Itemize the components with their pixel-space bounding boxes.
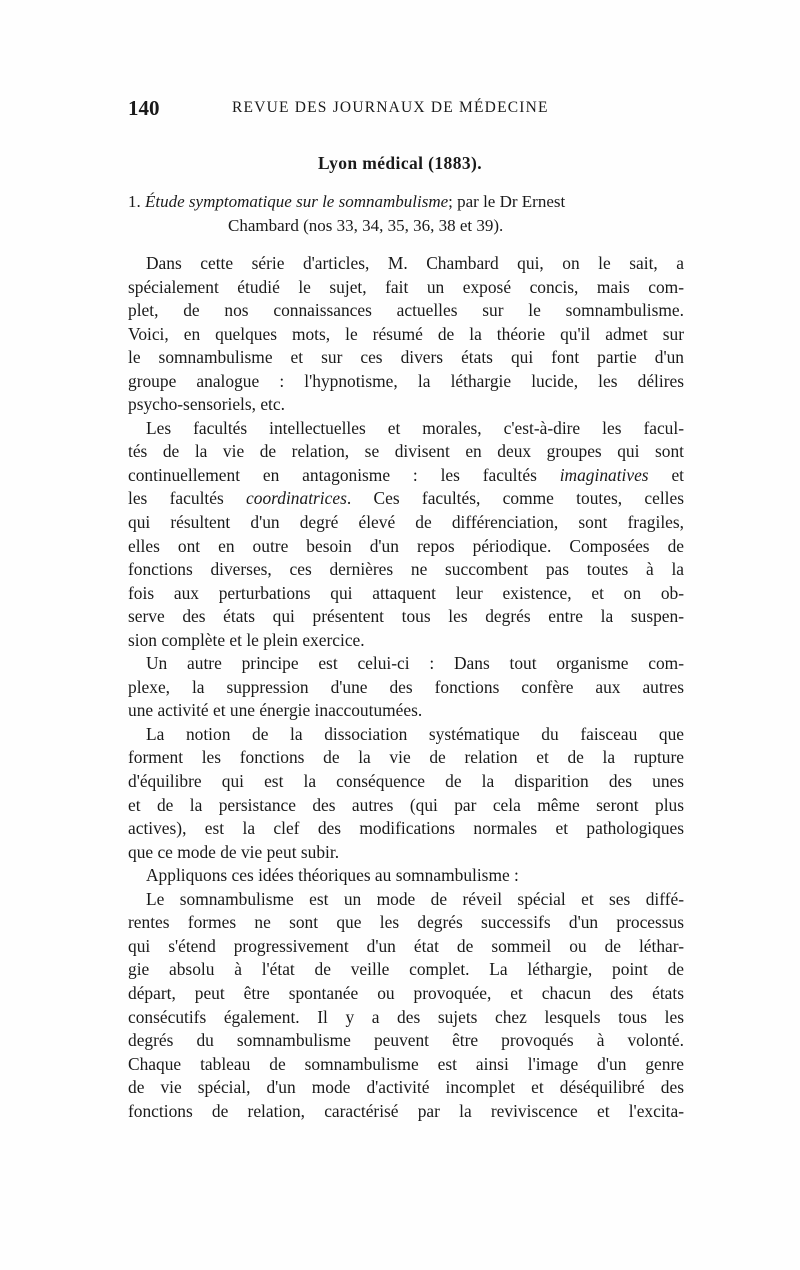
article-title: Étude symptomatique sur le somnambulisme [145,192,449,211]
text-line: fonctions diverses, ces dernières ne succombent pas toutes à la [128,559,684,580]
text-line: et de la persistance des autres (qui par cela même seront plus [128,794,684,815]
emphasis-imaginatives: imaginatives [559,464,649,485]
article-issues: Chambard (nos 33, 34, 35, 36, 38 et 39). [228,216,504,235]
text-line [128,464,684,488]
text-line: qui s'étend progressivement d'un état de sommeil ou de léthar- [128,935,684,956]
running-head [128,96,684,120]
emphasis-coordinatrices: coordinatrices [246,488,347,509]
text-line: Les facultés intellectuelles et morales, c'est-à-dire les facul- [146,417,684,438]
text-line: une activité et une énergie inaccoutumées. [128,700,423,721]
text-line: gie absolu à l'état de veille complet. La léthargie, point de [128,959,684,980]
article-reference-line [128,190,684,214]
text-line: de vie spécial, d'un mode d'activité incomplet et déséquilibré des [128,1077,684,1098]
text-fragment: continuellement en antagonisme : les facultés [128,464,537,485]
text-line: Dans cette série d'articles, M. Chambard qui, on le sait, a [146,253,684,273]
section-title: Lyon médical (1883). [317,153,483,173]
text-line: qui résultent d'un degré élevé de différenciation, sont fragiles, [128,512,684,533]
text-line: départ, peut être spontanée ou provoquée, et chacun des états [128,982,684,1003]
text-line: plexe, la suppression d'une des fonctions confère aux autres [128,676,684,697]
text-line: le somnambulisme et sur ces divers états qui font partie d'un [128,347,684,368]
text-line: Chaque tableau de somnambulisme est ainsi l'image d'un genre [128,1053,684,1074]
text-line: serve des états qui présentent tous les degrés entre la suspen- [128,606,684,627]
text-line: groupe analogue : l'hypnotisme, la léthargie lucide, les délires [128,370,684,391]
page-number: 140 [128,96,160,120]
text-line: tés de la vie de relation, se divisent en deux groupes qui sont [128,441,684,462]
article-author: ; par le Dr Ernest [448,192,566,211]
text-line: elles ont en outre besoin d'un repos périodique. Composées de [128,535,684,556]
text-line: sion complète et le plein exercice. [128,629,365,650]
text-line [128,487,684,511]
text-fragment: et [671,464,684,485]
text-line: fois aux perturbations qui attaquent leur existence, et on ob- [128,582,684,603]
text-line: forment les fonctions de la vie de relation et de la rupture [128,747,684,768]
running-head-title: REVUE DES JOURNAUX DE MÉDECINE [232,99,549,116]
text-line: consécutifs également. Il y a des sujets chez lesquels tous les [128,1006,684,1027]
text-line: fonctions de relation, caractérisé par la reviviscence et l'excita- [128,1100,684,1121]
text-line: rentes formes ne sont que les degrés successifs d'un processus [128,912,684,933]
text-line: Le somnambulisme est un mode de réveil spécial et ses diffé- [146,888,684,909]
text-line: plet, de nos connaissances actuelles sur le somnambulisme. [128,300,684,321]
article-number: 1. [128,192,141,211]
text-line: que ce mode de vie peut subir. [128,841,340,862]
text-line: Appliquons ces idées théoriques au somnambulisme : [146,865,519,886]
article-reference [128,190,684,238]
body-text [128,252,684,1123]
text-line: actives), est la clef des modifications normales et pathologiques [128,818,684,839]
text-line: spécialement étudié le sujet, fait un exposé concis, mais com- [128,276,684,297]
text-fragment: . Ces facultés, comme toutes, celles [346,488,684,509]
text-line: degrés du somnambulisme peuvent être provoqués à volonté. [128,1030,684,1051]
text-line: Voici, en quelques mots, le résumé de la théorie qu'il admet sur [128,323,684,344]
text-line: psycho-sensoriels, etc. [128,394,285,415]
text-line: Un autre principe est celui-ci : Dans tout organisme com- [146,653,684,674]
text-line: La notion de la dissociation systématique du faisceau que [146,723,684,744]
text-line: d'équilibre qui est la conséquence de la disparition des unes [128,771,684,792]
text-fragment: les facultés [128,488,224,509]
